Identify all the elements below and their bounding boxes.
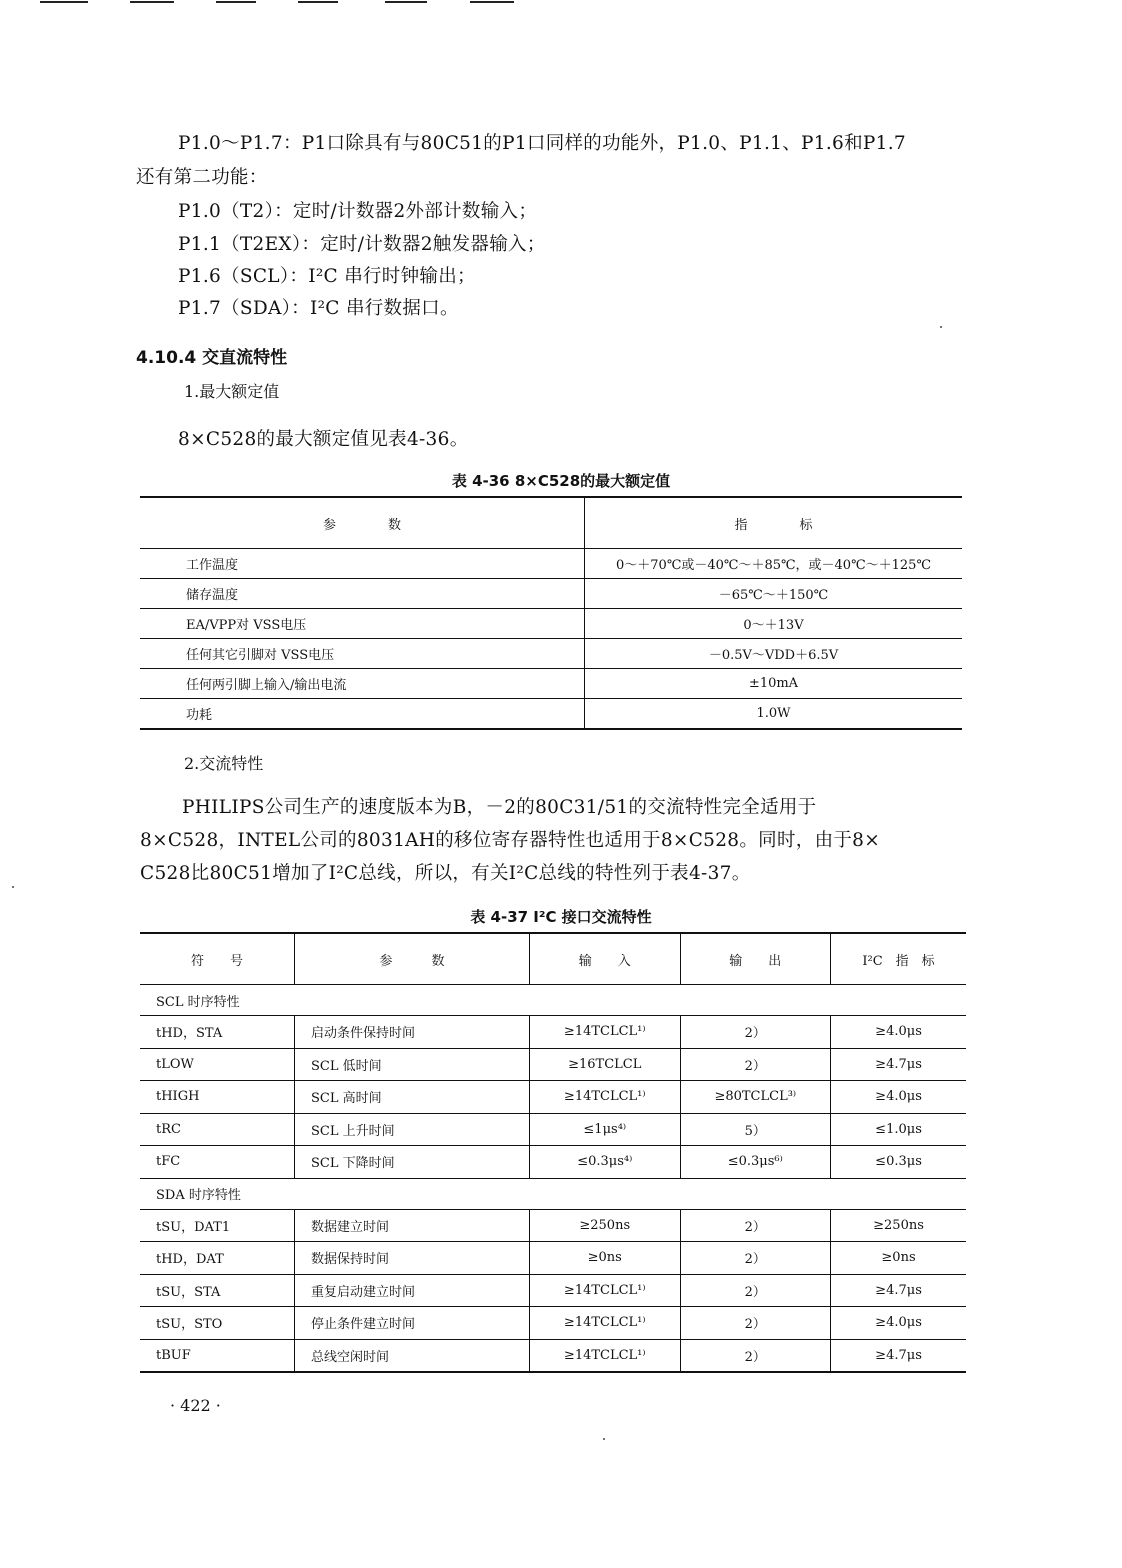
table-cell: 重复启动建立时间 (295, 1274, 530, 1307)
table-cell: 2） (680, 1209, 831, 1242)
table-cell: SCL 下降时间 (295, 1146, 530, 1179)
table-cell: ±10mA (585, 669, 963, 699)
section-label-scl: SCL 时序特性 (140, 985, 966, 1016)
table-row (140, 699, 962, 730)
table-row (140, 1339, 966, 1372)
section-row (140, 1178, 966, 1209)
table-cell: ≥16TCLCL (530, 1048, 681, 1081)
table-cell: ≥14TCLCL¹⁾ (530, 1081, 681, 1114)
table-cell: 2） (680, 1242, 831, 1275)
table-cell: SCL 高时间 (295, 1081, 530, 1114)
p1-7-function: P1.7（SDA）：I²C 串行数据口。 (178, 298, 459, 319)
table-cell: 5） (680, 1113, 831, 1146)
table-row (140, 1209, 966, 1242)
table-cell: ≥4.0μs (831, 1016, 966, 1049)
table-header-cell: I²C 指 标 (831, 933, 966, 985)
table-row (140, 639, 962, 669)
table-header-row (140, 933, 966, 985)
table-cell: tRC (140, 1113, 295, 1146)
scan-speck (940, 326, 942, 328)
table1-caption: 表 4-36 8×C528的最大额定值 (451, 472, 671, 490)
table-cell: －0.5V～VDD＋6.5V (585, 639, 963, 669)
table-cell: 0～＋13V (585, 609, 963, 639)
ac-paragraph-line1: PHILIPS公司生产的速度版本为B，－2的80C31/51的交流特性完全适用于 (182, 797, 817, 818)
table-cell: tSU，DAT1 (140, 1209, 295, 1242)
table-cell: ≥4.0μs (831, 1081, 966, 1114)
ac-paragraph-line2: 8×C528，INTEL公司的8031AH的移位寄存器特性也适用于8×C528。同时，由于8× (140, 830, 881, 851)
table-cell: 储存温度 (140, 579, 585, 609)
table-cell: ≥14TCLCL¹⁾ (530, 1016, 681, 1049)
section-label-sda: SDA 时序特性 (140, 1178, 966, 1209)
paragraph-p1-line1: P1.0～P1.7：P1口除具有与80C51的P1口同样的功能外，P1.0、P1.1、P1.6和P1.7 (178, 133, 906, 154)
table-cell: 任何两引脚上输入/输出电流 (140, 669, 585, 699)
table-cell: 总线空闲时间 (295, 1339, 530, 1372)
max-ratings-table (140, 496, 962, 730)
i2c-ac-table (140, 932, 966, 1373)
table-cell: 功耗 (140, 699, 585, 730)
table-cell: 停止条件建立时间 (295, 1307, 530, 1340)
table-cell: －65℃～＋150℃ (585, 579, 963, 609)
table-row (140, 549, 962, 579)
table-cell: 2） (680, 1307, 831, 1340)
table-cell: tBUF (140, 1339, 295, 1372)
table-header-cell: 参 数 (295, 933, 530, 985)
table-cell: tSU，STO (140, 1307, 295, 1340)
table-cell: ≥4.7μs (831, 1274, 966, 1307)
p1-1-function: P1.1（T2EX）：定时/计数器2触发器输入； (178, 234, 546, 255)
table-cell: ≥250ns (530, 1209, 681, 1242)
section-row (140, 985, 966, 1016)
subheading-max-ratings: 1.最大额定值 (184, 382, 280, 401)
table-cell: EA/VPP对 VSS电压 (140, 609, 585, 639)
table-cell: ≥14TCLCL¹⁾ (530, 1307, 681, 1340)
subheading-ac-characteristics: 2.交流特性 (184, 754, 264, 773)
table-row (140, 1274, 966, 1307)
table-cell: tHIGH (140, 1081, 295, 1114)
table-cell: SCL 上升时间 (295, 1113, 530, 1146)
table-cell: 2） (680, 1048, 831, 1081)
table-cell: 0～＋70℃或－40℃～＋85℃，或－40℃～＋125℃ (585, 549, 963, 579)
table-cell: tHD，STA (140, 1016, 295, 1049)
table-cell: ≥4.7μs (831, 1048, 966, 1081)
table-header-cell: 输 出 (680, 933, 831, 985)
table-row (140, 1048, 966, 1081)
table-header-row (140, 497, 962, 549)
table-cell: tSU，STA (140, 1274, 295, 1307)
table-cell: 启动条件保持时间 (295, 1016, 530, 1049)
paragraph-p1-line2: 还有第二功能： (136, 167, 268, 188)
table-header-cell: 指 标 (585, 497, 963, 549)
table-cell: ≥250ns (831, 1209, 966, 1242)
table-cell: ≥14TCLCL¹⁾ (530, 1274, 681, 1307)
p1-6-function: P1.6（SCL）：I²C 串行时钟输出； (178, 266, 476, 287)
page-number: · 422 · (170, 1396, 221, 1415)
table-cell: ≥0ns (831, 1242, 966, 1275)
table-row (140, 1242, 966, 1275)
table-header-cell: 输 入 (530, 933, 681, 985)
table-cell: 2） (680, 1016, 831, 1049)
table-row (140, 1113, 966, 1146)
table-cell: ≥14TCLCL¹⁾ (530, 1339, 681, 1372)
table-cell: ≥4.0μs (831, 1307, 966, 1340)
table-cell: ≥80TCLCL³⁾ (680, 1081, 831, 1114)
table-cell: ≤1.0μs (831, 1113, 966, 1146)
table-cell: 2） (680, 1274, 831, 1307)
table-cell: 数据建立时间 (295, 1209, 530, 1242)
table-cell: 工作温度 (140, 549, 585, 579)
table-cell: ≤0.3μs⁶⁾ (680, 1146, 831, 1179)
table-header-cell: 符 号 (140, 933, 295, 985)
table-cell: ≤0.3μs⁴⁾ (530, 1146, 681, 1179)
intro-max-ratings: 8×C528的最大额定值见表4-36。 (178, 429, 469, 450)
table-cell: tFC (140, 1146, 295, 1179)
table-row (140, 669, 962, 699)
section-heading: 4.10.4 交直流特性 (136, 348, 288, 368)
table-cell: ≥4.7μs (875, 1347, 922, 1363)
table-row (140, 1146, 966, 1179)
table-row (140, 1016, 966, 1049)
table-row (140, 579, 962, 609)
table-cell: ≥0ns (530, 1242, 681, 1275)
top-rule-marks (40, 0, 520, 6)
table-header-cell: 参 数 (140, 497, 585, 549)
p1-0-function: P1.0（T2）：定时/计数器2外部计数输入； (178, 201, 538, 222)
scan-speck (12, 886, 14, 888)
scan-speck (603, 1438, 605, 1440)
table-cell: 2） (680, 1339, 831, 1372)
table-cell: 数据保持时间 (295, 1242, 530, 1275)
table-cell: tHD，DAT (140, 1242, 295, 1275)
table-cell: ≤0.3μs (831, 1146, 966, 1179)
table-row (140, 1307, 966, 1340)
table-cell: SCL 低时间 (295, 1048, 530, 1081)
table-cell: tLOW (140, 1048, 295, 1081)
table-row (140, 1081, 966, 1114)
ac-paragraph-line3: C528比80C51增加了I²C总线，所以，有关I²C总线的特性列于表4-37。 (140, 863, 751, 884)
table-cell: 任何其它引脚对 VSS电压 (140, 639, 585, 669)
table-row (140, 609, 962, 639)
table-cell: ≤1μs⁴⁾ (530, 1113, 681, 1146)
table-cell: 1.0W (756, 706, 791, 721)
table2-caption: 表 4-37 I²C 接口交流特性 (470, 908, 652, 926)
